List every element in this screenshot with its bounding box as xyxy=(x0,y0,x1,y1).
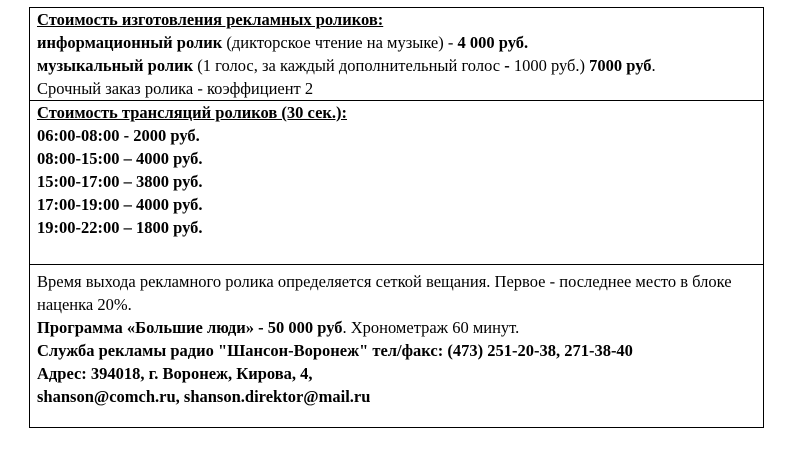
rate-line xyxy=(37,147,763,170)
info-clip-name: информационный ролик xyxy=(37,33,223,52)
music-clip-price: 7000 руб xyxy=(589,56,652,75)
rate-line xyxy=(37,124,763,147)
email-text: shanson@comch.ru, shanson.direktor@mail.ru xyxy=(37,387,371,406)
ad-service-contacts xyxy=(37,339,763,362)
info-clip-price: 4 000 руб. xyxy=(457,33,529,52)
program-duration: . Хронометраж 60 минут. xyxy=(342,318,520,337)
music-clip-dash: - xyxy=(504,56,510,75)
info-section xyxy=(30,265,763,427)
production-section xyxy=(30,8,763,101)
address-line xyxy=(37,362,763,385)
info-clip-desc: (дикторское чтение на музыке) - xyxy=(222,33,458,52)
rate-line xyxy=(37,170,763,193)
rate-line xyxy=(37,193,763,216)
music-clip-desc-a: (1 голос, за каждый дополнительный голос xyxy=(193,56,505,75)
program-name: Программа «Большие люди» - 50 000 руб xyxy=(37,318,343,337)
program-line xyxy=(37,316,763,339)
info-clip-line xyxy=(37,31,763,54)
broadcast-section xyxy=(30,101,763,265)
rate-text: 19:00-22:00 – 1800 руб. xyxy=(37,218,203,237)
address-text: Адрес: 394018, г. Воронеж, Кирова, 4, xyxy=(37,364,313,383)
urgent-order-line: Срочный заказ ролика - коэффициент 2 xyxy=(37,79,314,98)
rate-text: 06:00-08:00 - 2000 руб. xyxy=(37,126,200,145)
ad-service-text: Служба рекламы радио "Шансон-Воронеж" тел/факс: (473) 251-20-38, 271-38-40 xyxy=(37,341,633,360)
music-clip-desc-b: 1000 руб.) xyxy=(509,56,590,75)
music-clip-line xyxy=(37,54,763,77)
rate-text: 17:00-19:00 – 4000 руб. xyxy=(37,195,203,214)
price-table xyxy=(29,7,764,428)
rate-line xyxy=(37,216,763,239)
schedule-note: Время выхода рекламного ролика определяется сеткой вещания. Первое - последнее место в блоке наценка 20%. xyxy=(37,272,732,314)
production-heading: Стоимость изготовления рекламных роликов: xyxy=(37,10,384,29)
music-clip-name: музыкальный ролик xyxy=(37,56,194,75)
music-clip-end: . xyxy=(651,56,656,75)
rate-text: 08:00-15:00 – 4000 руб. xyxy=(37,149,203,168)
email-line xyxy=(37,385,763,408)
rate-text: 15:00-17:00 – 3800 руб. xyxy=(37,172,203,191)
broadcast-heading: Стоимость трансляций роликов (30 сек.): xyxy=(37,103,348,122)
